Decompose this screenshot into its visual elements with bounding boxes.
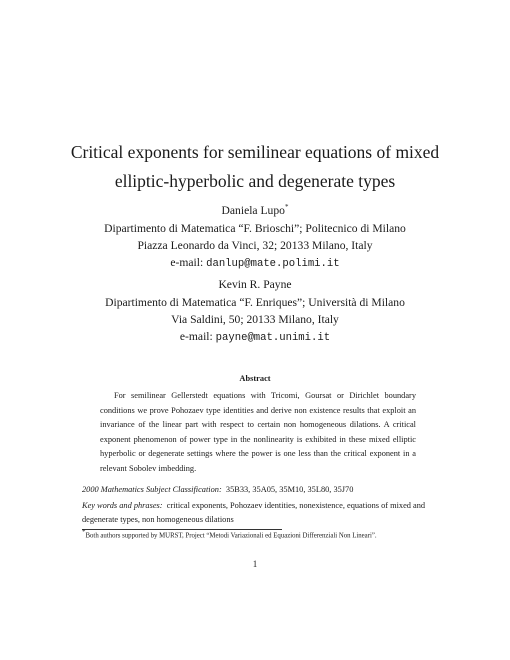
- author-1-email[interactable]: danlup@mate.polimi.it: [206, 258, 340, 270]
- author-1-email-label: e-mail:: [170, 256, 204, 269]
- author-1-name: Daniela Lupo: [221, 204, 285, 217]
- msc-value: 35B33, 35A05, 35M10, 35L80, 35J70: [225, 485, 354, 494]
- author-1-affiliation: Dipartimento di Matematica “F. Brioschi”; Politecnico di Milano: [104, 222, 406, 235]
- footnote-text: Both authors supported by MURST, Project “Metodi Variazionali ed Equazioni Differenziali Non Lineari”.: [85, 532, 377, 540]
- keywords-value: critical exponents, Pohozaev identities, nonexistence, equations of mixed and degenerate types, non homogeneous dilations: [82, 501, 426, 525]
- footnote-mark: *: [82, 528, 86, 536]
- title-line-1: Critical exponents for semilinear equations of mixed: [70, 142, 440, 162]
- author-1-address: Piazza Leonardo da Vinci, 32; 20133 Milano, Italy: [137, 239, 373, 252]
- author-2-affiliation: Dipartimento di Matematica “F. Enriques”; Università di Milano: [105, 296, 405, 309]
- author-1-footnote-mark: *: [284, 203, 289, 212]
- author-2-address: Via Saldini, 50; 20133 Milano, Italy: [171, 313, 339, 326]
- author-1-name-line: [0, 204, 510, 217]
- keywords-label: Key words and phrases:: [82, 501, 163, 510]
- author-2-email-line: [0, 330, 510, 344]
- title-line-2: elliptic-hyperbolic and degenerate types: [114, 171, 396, 191]
- author-2-email-label: e-mail:: [179, 330, 213, 343]
- footnote-rule: [82, 529, 282, 530]
- msc-classification: [82, 483, 434, 497]
- author-1-email-line: [0, 256, 510, 270]
- msc-label: 2000 Mathematics Subject Classification:: [82, 485, 222, 494]
- footnote: [82, 528, 434, 540]
- abstract-text: For semilinear Gellerstedt equations with Tricomi, Goursat or Dirichlet boundary conditions we prove Pohozaev type identities and derive non existence results that exploit an invariance of the linear part with respect to certain non homogeneous dilations. A critical exponent phenomenon of power type in the nonlinearity is exhibited in these mixed elliptic hyperbolic or degenerate settings where the power is one less than the critical exponent in a relevant Sobolev imbedding.: [100, 391, 416, 473]
- keywords: [82, 499, 434, 527]
- abstract-heading: Abstract: [239, 374, 271, 383]
- author-2-email[interactable]: payne@mat.unimi.it: [215, 332, 331, 344]
- author-2-name: Kevin R. Payne: [218, 278, 292, 291]
- page-number: 1: [252, 559, 258, 569]
